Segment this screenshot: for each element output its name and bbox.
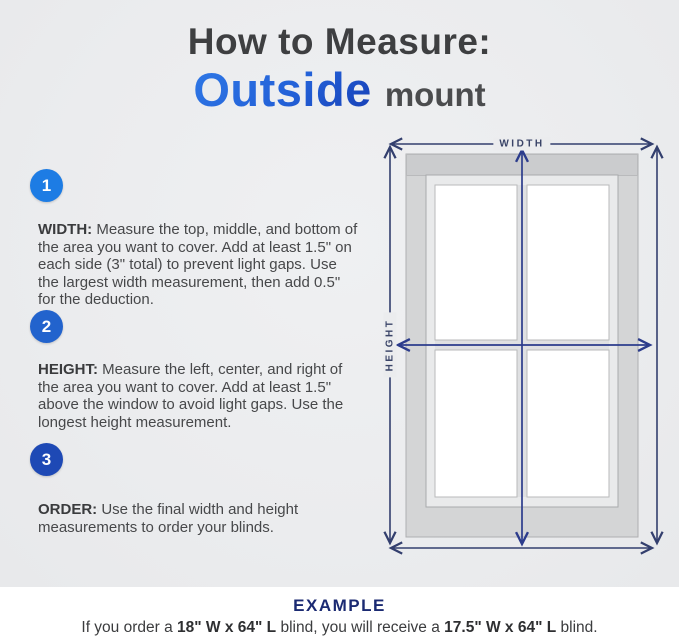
example-heading: EXAMPLE	[293, 596, 386, 615]
example-text: If you order a 18" W x 64" L blind, you will receive a 17.5" W x 64" L blind.	[81, 619, 598, 636]
width-label: WIDTH	[493, 138, 550, 151]
window-pane-bottom-right	[527, 350, 609, 497]
window-pane-top-left	[435, 185, 517, 340]
step-2-number-badge	[30, 310, 63, 343]
height-label: HEIGHT	[384, 313, 397, 378]
title-line1: How to Measure:	[187, 21, 492, 62]
page-title	[0, 22, 679, 114]
title-suffix: mount	[384, 75, 486, 113]
step-2-label: HEIGHT:	[38, 361, 98, 378]
step-3-label: ORDER:	[38, 501, 98, 518]
window-pane-bottom-left	[435, 350, 517, 497]
title-line2	[0, 62, 679, 116]
step-1-label: WIDTH:	[38, 221, 93, 238]
step-3-text: ORDER: Use the final width and height measurements to order your blinds.	[38, 501, 299, 536]
window-pane-top-right	[527, 185, 609, 340]
step-1-number: 1	[41, 175, 52, 195]
step-1-text: WIDTH: Measure the top, middle, and bottom of the area you want to cover. Add at least 1.5" on each side (3" total) to prevent light gaps. Use the largest width measurement, then add 0.5" for the deduction.	[38, 221, 358, 308]
title-highlight: Outside	[193, 62, 372, 116]
step-2-text: HEIGHT: Measure the left, center, and right of the area you want to cover. Add at least 1.5" above the window to avoid light gaps. Use the longest height measurement.	[38, 361, 344, 431]
step-2-number: 2	[41, 316, 52, 336]
window-diagram-svg	[378, 128, 678, 568]
step-1-number-badge	[30, 169, 63, 202]
step-3-number: 3	[41, 449, 52, 469]
window-measure-diagram	[378, 128, 678, 568]
example-section	[0, 587, 679, 644]
step-3-number-badge	[30, 443, 63, 476]
